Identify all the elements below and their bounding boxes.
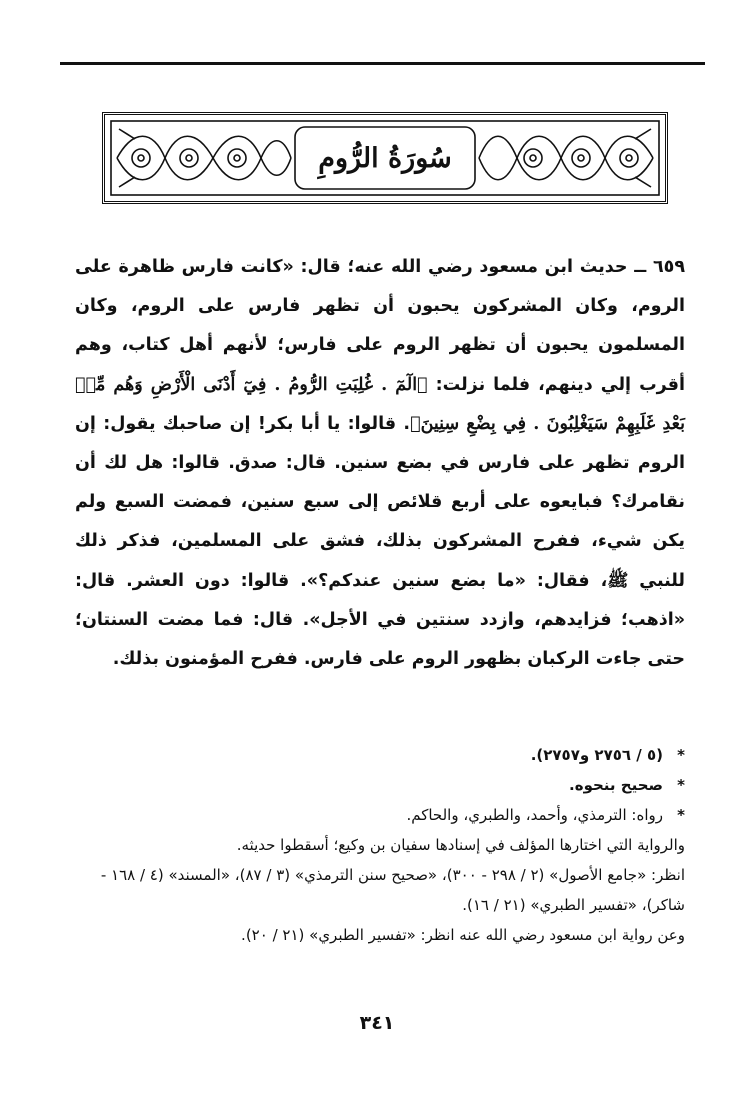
star-icon: * — [677, 806, 685, 824]
footnote-grade: * صحيح بنحوه. — [100, 770, 685, 800]
footnote-narrators: * رواه: الترمذي، وأحمد، والطبري، والحاكم. — [100, 800, 685, 830]
star-icon: * — [677, 746, 685, 764]
top-rule — [60, 62, 705, 65]
page-number: ٣٤١ — [359, 1012, 395, 1034]
hadith-paragraph — [75, 248, 685, 679]
footnote-note-3: وعن رواية ابن مسعود رضي الله عنه انظر: «تفسير الطبري» (٢١ / ٢٠). — [241, 926, 685, 944]
hadith-text-part-2: . قالوا: يا أبا بكر! إن صاحبك يقول: إن الروم تظهر على فارس في بضع سنين. قال: صدق. قالوا: هل لك أن نقامرك؟ فبايعوه على أربع قلائص إلى سبع سنين، فمضت السبع ولم يكن شيء، ففرح المشركون بذلك، فشق على المسلمين، فذكر ذلك للنبي ﷺ، فقال: «ما بضع سنين عندكم؟». قالوا: دون العشر. قال: «اذهب؛ فزايدهم، وازدد سنتين في الأجل». قال: فما مضت السنتان؛ حتى جاءت الركبان بظهور الروم على فارس. ففرح المؤمنون بذلك. — [75, 413, 685, 670]
quran-verse: ﴿الٓمٓ . غُلِبَتِ الرُّومُ . فِيٓ أَدْنَى الْأَرْضِ وَهُم مِّنۢ بَعْدِ غَلَبِهِمْ سَيَغْلِبُونَ . فِي بِضْعِ سِنِينَ﴾ — [75, 374, 685, 434]
footnote-note-2: انظر: «جامع الأصول» (٢ / ٢٩٨ - ٣٠٠)، «صحيح سنن الترمذي» (٣ / ٨٧)، «المسند» (٤ / ١٦٨ - شاكر)، «تفسير الطبري» (٢١ / ١٦). — [100, 866, 685, 914]
hadith-text — [75, 248, 685, 679]
surah-title: سُورَةُ الرُّومِ — [318, 142, 452, 174]
surah-header-banner — [102, 112, 668, 204]
footnote-note-1: والرواية التي اختارها المؤلف في إسنادها سفيان بن وكيع؛ أسقطوا حديثه. — [236, 836, 685, 854]
footnote-reference: * (٥ / ٢٧٥٦ و٢٧٥٧). — [100, 740, 685, 770]
hadith-text-part-1: ٦٥٩ ــ حديث ابن مسعود رضي الله عنه؛ قال: «كانت فارس ظاهرة على الروم، وكان المشركون يحبون أن تظهر فارس على الروم، وكان المسلمون يحبون أن تظهر الروم على فارس؛ لأنهم أهل كتاب، وهم أقرب إلي دينهم، فلما نزلت: — [75, 257, 685, 395]
footnotes — [100, 740, 685, 950]
star-icon: * — [677, 776, 685, 794]
